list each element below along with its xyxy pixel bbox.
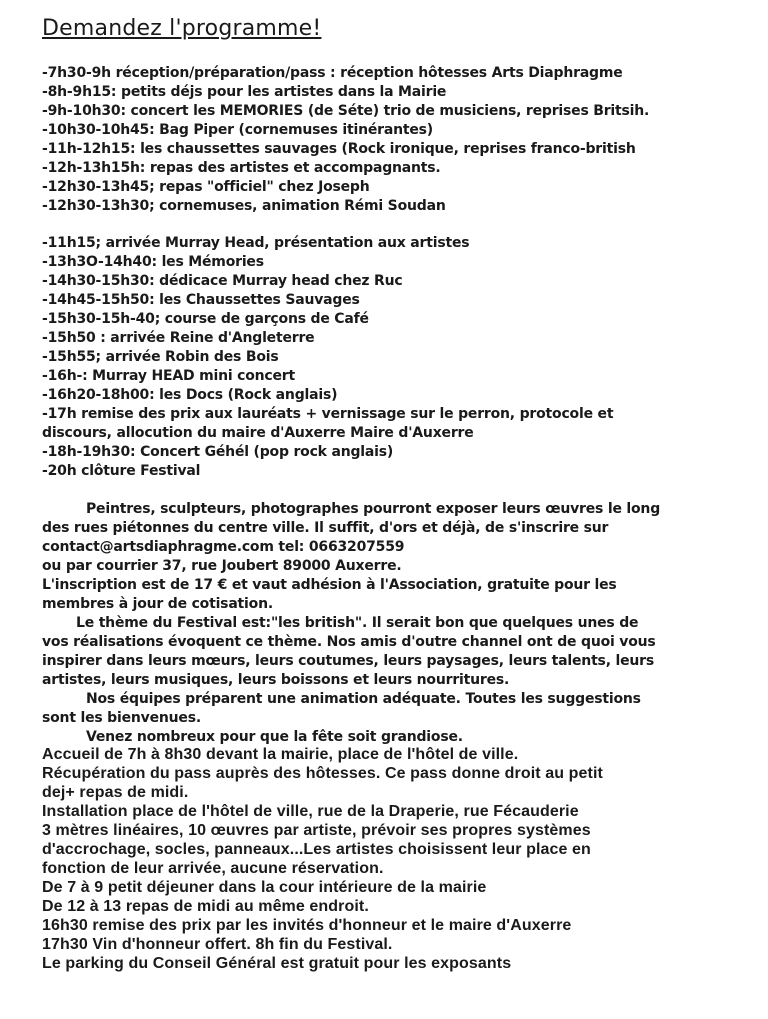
schedule-item: -20h clôture Festival	[42, 463, 201, 479]
schedule-item: -16h20-18h00: les Docs (Rock anglais)	[42, 387, 338, 403]
schedule-item: -12h30-13h30; cornemuses, animation Rémi Soudan	[42, 198, 446, 214]
practical-line: 16h30 remise des prix par les invités d'honneur et le maire d'Auxerre	[42, 917, 572, 934]
schedule-item: -13h3O-14h40: les Mémories	[42, 254, 264, 270]
schedule-morning	[42, 64, 649, 216]
contact-line: contact@artsdiaphragme.com tel: 0663207559	[42, 539, 405, 555]
info-line: inspirer dans leurs mœurs, leurs coutumes, leurs paysages, leurs talents, leurs	[42, 653, 654, 669]
info-line: Le thème du Festival est:"les british". Il serait bon que quelques unes de	[76, 615, 639, 631]
schedule-item: discours, allocution du maire d'Auxerre Maire d'Auxerre	[42, 425, 474, 441]
schedule-item: -18h-19h30: Concert Géhél (pop rock anglais)	[42, 444, 394, 460]
practical-line: Installation place de l'hôtel de ville, rue de la Draperie, rue Fécauderie	[42, 803, 579, 820]
practical-line: Récupération du pass auprès des hôtesses. Ce pass donne droit au petit	[42, 765, 603, 782]
practical-line: d'accrochage, socles, panneaux...Les artistes choisissent leur place en	[42, 841, 591, 858]
schedule-item: -14h30-15h30: dédicace Murray head chez Ruc	[42, 273, 403, 289]
practical-section	[42, 745, 603, 973]
info-line: vos réalisations évoquent ce thème. Nos amis d'outre channel ont de quoi vous	[42, 634, 656, 650]
schedule-item: -15h55; arrivée Robin des Bois	[42, 349, 279, 365]
info-line: artistes, leurs musiques, leurs boissons et leurs nourritures.	[42, 672, 510, 688]
practical-line: De 7 à 9 petit déjeuner dans la cour intérieure de la mairie	[42, 879, 487, 896]
info-line: Nos équipes préparent une animation adéquate. Toutes les suggestions	[86, 691, 641, 707]
schedule-item: -15h50 : arrivée Reine d'Angleterre	[42, 330, 315, 346]
info-line: ou par courrier 37, rue Joubert 89000 Auxerre.	[42, 558, 402, 574]
schedule-item: -11h-12h15: les chaussettes sauvages (Rock ironique, reprises franco-british	[42, 141, 636, 157]
info-line: Venez nombreux pour que la fête soit grandiose.	[86, 729, 463, 745]
schedule-item: -11h15; arrivée Murray Head, présentation aux artistes	[42, 235, 470, 251]
practical-line: 17h30 Vin d'honneur offert. 8h fin du Festival.	[42, 936, 393, 953]
info-line: sont les bienvenues.	[42, 710, 201, 726]
practical-line: dej+ repas de midi.	[42, 784, 189, 801]
practical-line: Le parking du Conseil Général est gratuit pour les exposants	[42, 955, 512, 972]
practical-line: De 12 à 13 repas de midi au même endroit.	[42, 898, 369, 915]
schedule-item: -16h-: Murray HEAD mini concert	[42, 368, 295, 384]
schedule-item: -15h30-15h-40; course de garçons de Café	[42, 311, 369, 327]
schedule-item: -10h30-10h45: Bag Piper (cornemuses itinérantes)	[42, 122, 433, 138]
page-title: Demandez l'programme!	[42, 16, 322, 41]
schedule-item: -9h-10h30: concert les MEMORIES (de Séte) trio de musiciens, reprises Britsih.	[42, 103, 650, 119]
info-section	[42, 500, 660, 747]
practical-line: Accueil de 7h à 8h30 devant la mairie, place de l'hôtel de ville.	[42, 746, 519, 763]
schedule-item: -8h-9h15: petits déjs pour les artistes dans la Mairie	[42, 84, 447, 100]
schedule-item: -12h30-13h45; repas "officiel" chez Joseph	[42, 179, 370, 195]
schedule-item: -7h30-9h réception/préparation/pass : réception hôtesses Arts Diaphragme	[42, 65, 623, 81]
schedule-afternoon	[42, 234, 613, 481]
schedule-item: -17h remise des prix aux lauréats + vernissage sur le perron, protocole et	[42, 406, 614, 422]
info-line: Peintres, sculpteurs, photographes pourront exposer leurs œuvres le long	[86, 501, 661, 517]
info-line: L'inscription est de 17 € et vaut adhésion à l'Association, gratuite pour les	[42, 577, 617, 593]
practical-line: 3 mètres linéaires, 10 œuvres par artiste, prévoir ses propres systèmes	[42, 822, 591, 839]
schedule-item: -14h45-15h50: les Chaussettes Sauvages	[42, 292, 360, 308]
practical-line: fonction de leur arrivée, aucune réservation.	[42, 860, 384, 877]
schedule-item: -12h-13h15h: repas des artistes et accompagnants.	[42, 160, 441, 176]
info-line: des rues piétonnes du centre ville. Il suffit, d'ors et déjà, de s'inscrire sur	[42, 520, 609, 536]
info-line: membres à jour de cotisation.	[42, 596, 273, 612]
